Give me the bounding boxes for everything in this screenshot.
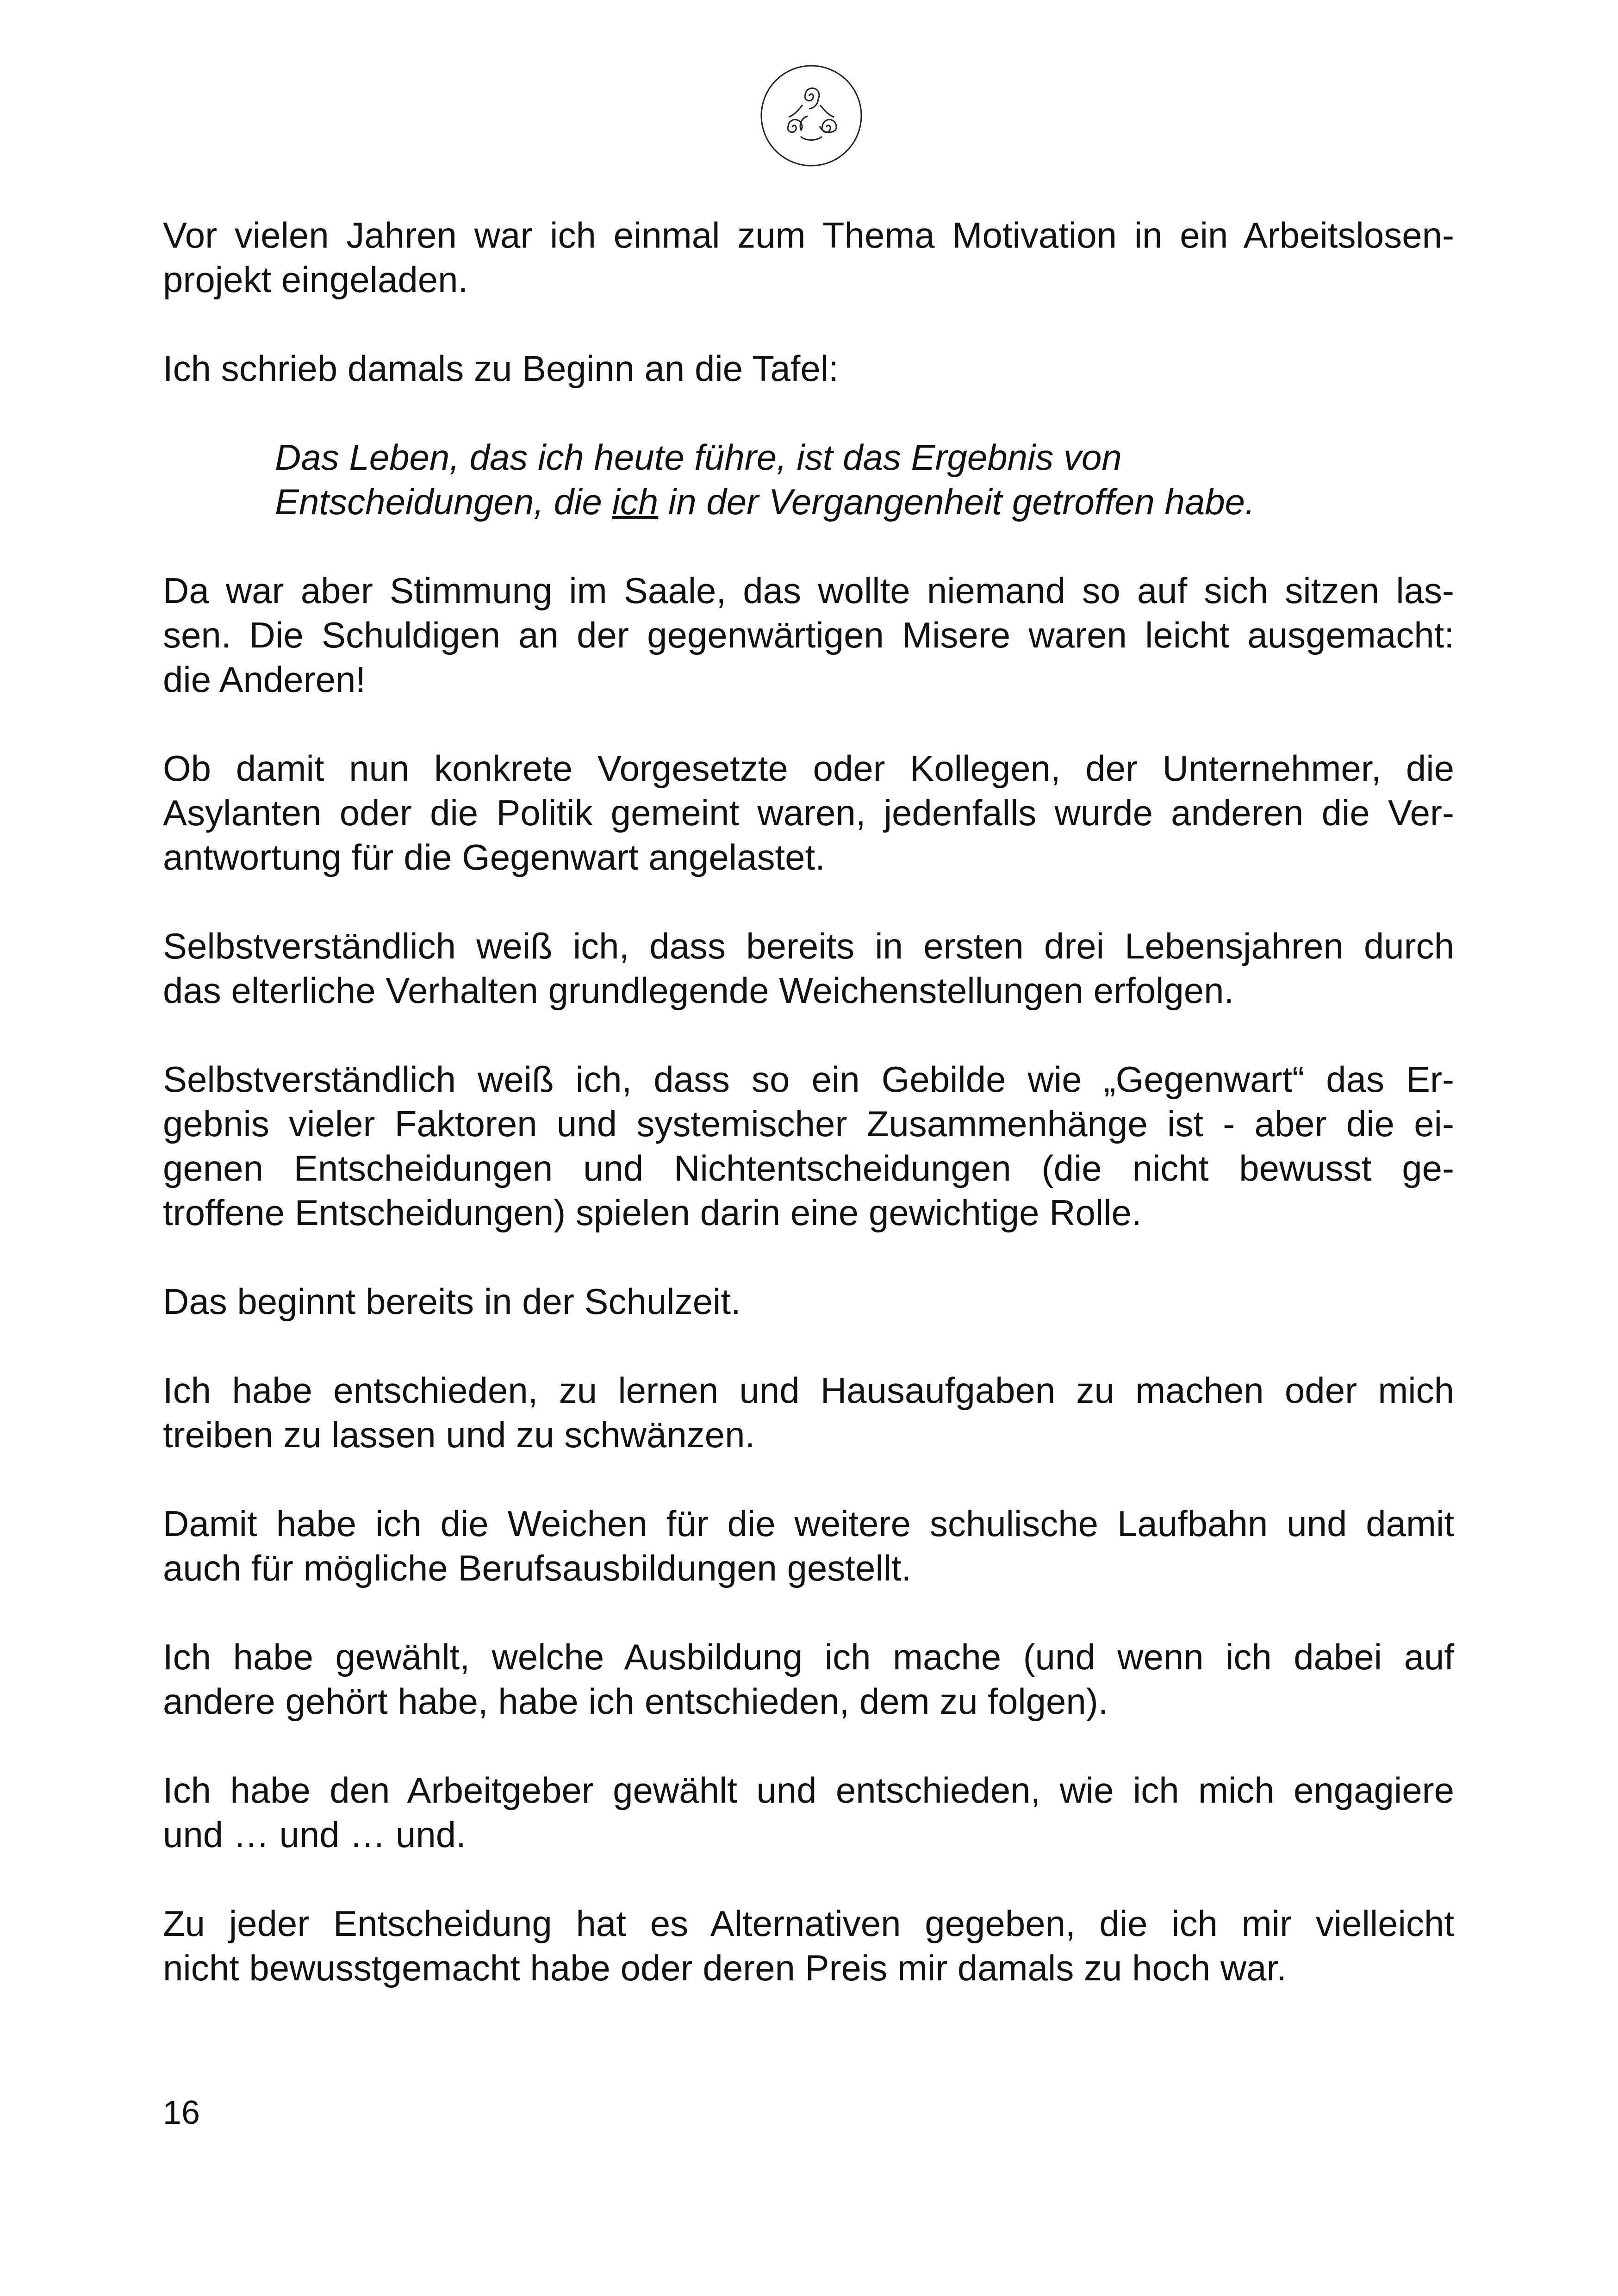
triskele-spiral-icon: [758, 62, 865, 169]
text-line: Da war aber Stimmung im Saale, das wollte niemand so auf sich sitzen las-: [163, 570, 1454, 611]
paragraph: [163, 1368, 1454, 1457]
text-line: Damit habe ich die Weichen für die weitere schulische Laufbahn und damit: [163, 1503, 1454, 1544]
text-line: genen Entscheidungen und Nichtentscheidungen (die nicht bewusst ge-: [163, 1148, 1454, 1188]
text-line: Ich habe gewählt, welche Ausbildung ich mache (und wenn ich dabei auf: [163, 1636, 1454, 1677]
paragraph: [163, 1057, 1454, 1235]
text-line: sen. Die Schuldigen an der gegenwärtigen Misere waren leicht ausgemacht:: [163, 615, 1454, 655]
text-line: gebnis vieler Faktoren und systemischer Zusammenhänge ist - aber die ei-: [163, 1103, 1454, 1144]
text-line: andere gehört habe, habe ich entschieden, dem zu folgen).: [163, 1681, 1108, 1722]
paragraph: [163, 746, 1454, 879]
text-line: antwortung für die Gegenwart angelastet.: [163, 837, 825, 877]
text-line: projekt eingeladen.: [163, 259, 468, 300]
text-line: die Anderen!: [163, 659, 366, 700]
paragraph: [163, 1279, 1454, 1324]
paragraph: [163, 346, 1454, 391]
quote-text: Entscheidungen, die: [275, 481, 612, 522]
paragraph: [163, 1768, 1454, 1857]
paragraph: [163, 1501, 1454, 1590]
quote-block: [163, 435, 1454, 524]
text-line: Ich habe den Arbeitgeber gewählt und entschieden, wie ich mich engagiere: [163, 1770, 1454, 1811]
text-line: Ich habe entschieden, zu lernen und Hausaufgaben zu machen oder mich: [163, 1370, 1454, 1411]
paragraph: [163, 924, 1454, 1013]
paragraph: [163, 1635, 1454, 1724]
text-line: Ich schrieb damals zu Beginn an die Tafel:: [163, 348, 839, 389]
text-line: Vor vielen Jahren war ich einmal zum Thema Motivation in ein Arbeitslosen-: [163, 215, 1454, 255]
page-number: 16: [163, 2094, 200, 2131]
quote-text: in der Vergangenheit getroffen habe.: [658, 481, 1255, 522]
quote-line: Das Leben, das ich heute führe, ist das Ergebnis von: [275, 437, 1122, 478]
body-text: [163, 213, 1454, 2035]
text-line: Asylanten oder die Politik gemeint waren, jedenfalls wurde anderen die Ver-: [163, 792, 1454, 833]
text-line: Selbstverständlich weiß ich, dass so ein Gebilde wie „Gegenwart“ das Er-: [163, 1059, 1454, 1100]
text-line: Zu jeder Entscheidung hat es Alternativen gegeben, die ich mir vielleicht: [163, 1903, 1454, 1944]
paragraph: [163, 568, 1454, 702]
paragraph: [163, 1901, 1454, 1990]
text-line: nicht bewusstgemacht habe oder deren Preis mir damals zu hoch war.: [163, 1948, 1287, 1988]
text-line: das elterliche Verhalten grundlegende Weichenstellungen erfolgen.: [163, 970, 1234, 1011]
text-line: Selbstverständlich weiß ich, dass bereits in ersten drei Lebensjahren durch: [163, 926, 1454, 966]
emphasized-word: ich: [612, 481, 659, 522]
text-line: und … und … und.: [163, 1814, 466, 1855]
text-line: Das beginnt bereits in der Schulzeit.: [163, 1281, 741, 1322]
text-line: Ob damit nun konkrete Vorgesetzte oder Kollegen, der Unternehmer, die: [163, 748, 1454, 789]
text-line: treiben zu lassen und zu schwänzen.: [163, 1414, 755, 1455]
text-line: auch für mögliche Berufsausbildungen gestellt.: [163, 1548, 912, 1588]
text-line: troffene Entscheidungen) spielen darin eine gewichtige Rolle.: [163, 1192, 1142, 1233]
paragraph: [163, 213, 1454, 302]
quote-line: [275, 479, 1454, 524]
